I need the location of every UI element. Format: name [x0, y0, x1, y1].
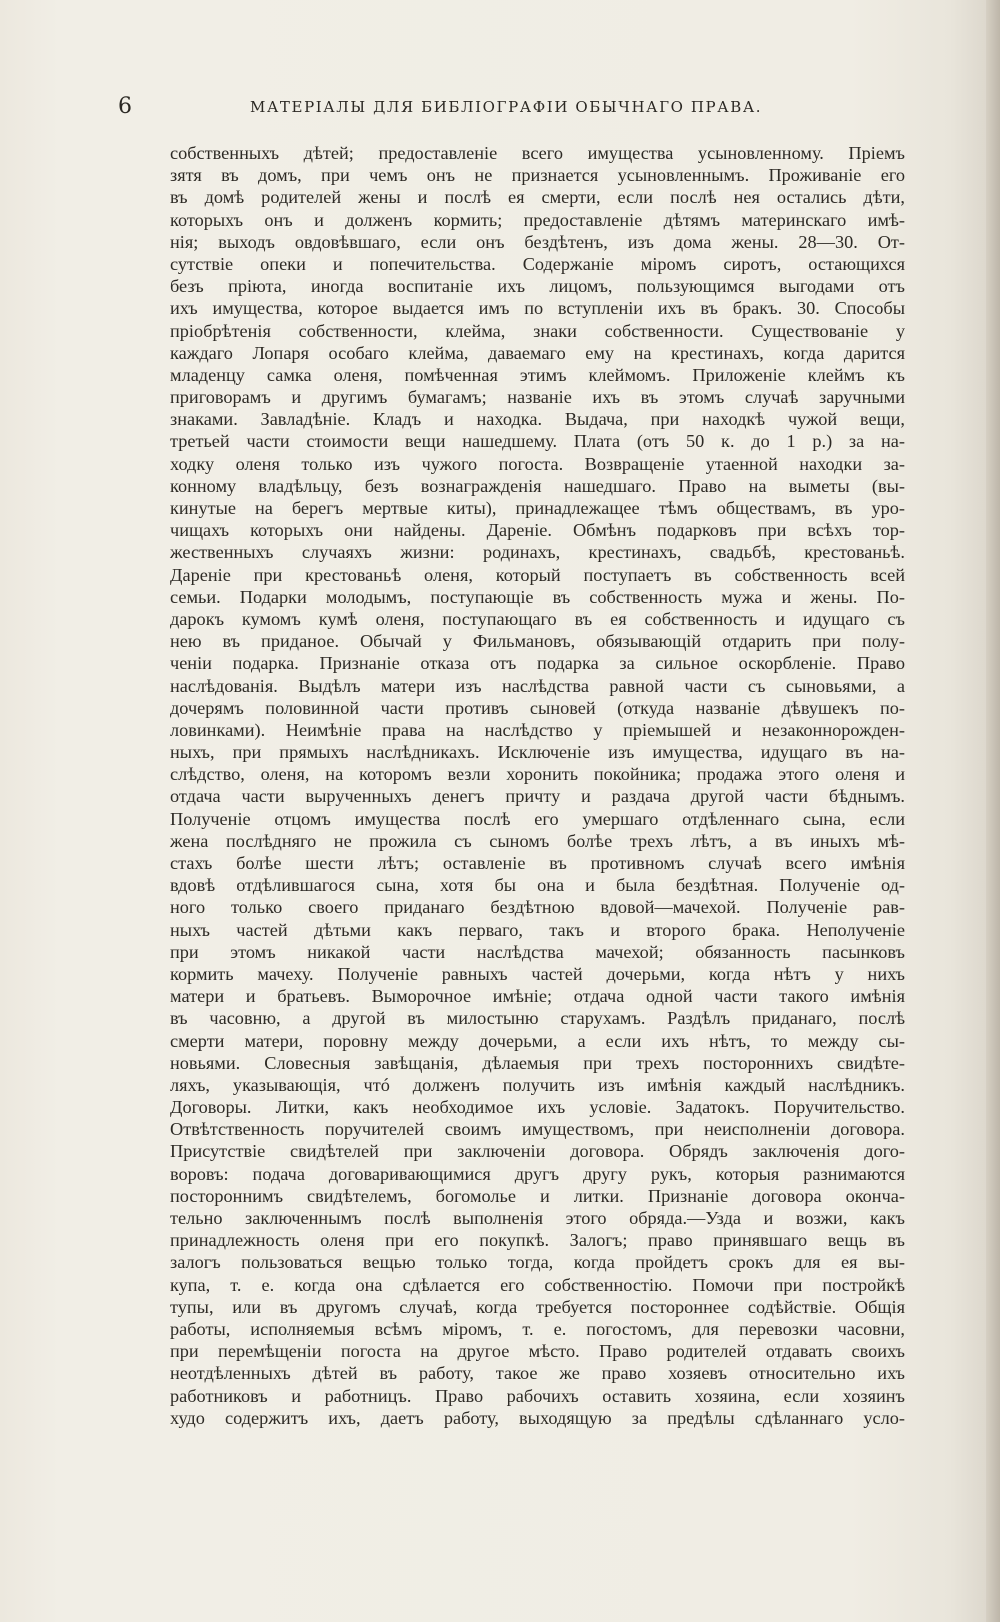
text-line: при этомъ никакой части наслѣдства мачехой; обязанность пасынковъ — [170, 941, 905, 962]
body-text — [170, 142, 905, 1429]
text-line: приговорамъ и другимъ бумагамъ; названіе ихъ въ этомъ случаѣ заручными — [170, 387, 905, 408]
text-line: третьей части стоимости вещи нашедшему. Плата (отъ 50 к. до 1 р.) за на- — [170, 431, 905, 452]
text-line: стахъ болѣе шести лѣтъ; оставленіе въ противномъ случаѣ всего имѣнія — [170, 853, 905, 873]
text-line: ного только своего приданаго бездѣтною вдовой—мачехой. Полученіе рав- — [170, 897, 905, 918]
text-line: конному владѣльцу, безъ вознагражденія нашедшаго. Право на выметы (вы- — [170, 475, 905, 496]
text-line: Дареніе при крестованьѣ оленя, который поступаетъ въ собственность всей — [170, 564, 905, 585]
text-line: Полученіе отцомъ имущества послѣ его умершаго отдѣленнаго сына, если — [170, 808, 905, 829]
text-line: кормить мачеху. Полученіе равныхъ частей дочерьми, когда нѣтъ у нихъ — [170, 963, 905, 984]
text-line: слѣдство, оленя, на которомъ везли хоронить покойника; продажа этого оленя и — [170, 764, 905, 785]
text-line: сутствіе опеки и попечительства. Содержаніе міромъ сиротъ, остающихся — [170, 253, 905, 274]
text-line: принадлежность оленя при его покупкѣ. Залогъ; право принявшаго вещь въ — [170, 1230, 905, 1251]
text-line: жественныхъ случаяхъ жизни: родинахъ, крестинахъ, свадьбѣ, крестованьѣ. — [170, 542, 905, 563]
text-line: зятя въ домъ, при чемъ онъ не признается усыновленнымъ. Проживаніе его — [170, 165, 905, 186]
text-line: Договоры. Литки, какъ необходимое ихъ условіе. Задатокъ. Поручительство. — [170, 1097, 905, 1118]
text-line: Присутствіе свидѣтелей при заключеніи договора. Обрядъ заключенія дого- — [170, 1141, 905, 1162]
text-line: наслѣдованія. Выдѣлъ матери изъ наслѣдства равной части съ сыновьями, а — [170, 675, 905, 696]
text-line: худо содержитъ ихъ, даетъ работу, выходящую за предѣлы сдѣланнаго усло- — [170, 1407, 905, 1428]
text-line: кинутые на берегъ мертвые киты), принадлежащее тѣмъ обществамъ, въ уро- — [170, 498, 905, 518]
text-line: жена послѣдняго не прожила съ сыномъ болѣе трехъ лѣтъ, а въ иныхъ мѣ- — [170, 830, 905, 851]
text-line: нею въ приданое. Обычай у Фильмановъ, обязывающій отдарить при полу- — [170, 631, 905, 652]
text-line: младенцу самка оленя, помѣченная этимъ клеймомъ. Приложеніе клеймъ къ — [170, 364, 905, 385]
text-line: ляхъ, указывающія, чтó долженъ получить изъ имѣнія каждый наслѣдникъ. — [170, 1074, 905, 1095]
page-edge — [986, 0, 1000, 1622]
text-line: ловинками). Неимѣніе права на наслѣдство у пріемышей и незаконнорожден- — [170, 719, 905, 740]
text-line: ходку оленя только изъ чужого погоста. Возвращеніе утаенной находки за- — [170, 453, 905, 474]
text-line: ченіи подарка. Признаніе отказа отъ подарка за сильное оскорбленіе. Право — [170, 653, 905, 674]
text-line: которыхъ онъ и долженъ кормить; предоставленіе дѣтямъ материнскаго имѣ- — [170, 209, 905, 230]
text-line: ныхъ частей дѣтьми какъ перваго, такъ и второго брака. Неполученіе — [170, 919, 905, 940]
text-line: тупы, или въ другомъ случаѣ, когда требуется постороннее содѣйствіе. Общія — [170, 1296, 905, 1317]
text-line: отдача части вырученныхъ денегъ причту и раздача другой части бѣднымъ. — [170, 786, 905, 807]
text-line: пріобрѣтенія собственности, клейма, знаки собственности. Существованіе у — [170, 320, 905, 341]
page-number: 6 — [118, 94, 132, 119]
text-line: постороннимъ свидѣтелемъ, богомолье и литки. Признаніе договора оконча- — [170, 1185, 905, 1206]
text-line: матери и братьевъ. Выморочное имѣніе; отдача одной части такого имѣнія — [170, 986, 905, 1007]
text-line: дочерямъ половинной части противъ сыновей (откуда названіе дѣвушекъ по- — [170, 697, 905, 718]
text-line: смерти матери, поровну между дочерьми, а если ихъ нѣтъ, то между сы- — [170, 1030, 905, 1051]
running-title: МАТЕРІАЛЫ ДЛЯ БИБЛІОГРАФІИ ОБЫЧНАГО ПРАВА. — [250, 98, 763, 116]
text-line: работы, исполняемыя всѣмъ міромъ, т. е. погостомъ, для перевозки часовни, — [170, 1318, 905, 1339]
text-line: каждаго Лопаря особаго клейма, даваемаго ему на крестинахъ, когда дарится — [170, 342, 905, 363]
text-line: купа, т. е. когда она сдѣлается его собственностію. Помочи при постройкѣ — [170, 1274, 905, 1295]
text-line: дарокъ кумомъ кумѣ оленя, поступающаго въ ея собственность и идущаго съ — [170, 608, 905, 629]
text-line: вдовѣ отдѣлившагося сына, хотя бы она и была бездѣтная. Полученіе од- — [170, 875, 905, 896]
text-line: Отвѣтственность поручителей своимъ имуществомъ, при неисполненіи договора. — [170, 1119, 905, 1140]
text-line: тельно заключеннымъ послѣ выполненія этого обряда.—Узда и возжи, какъ — [170, 1208, 905, 1228]
text-line: ныхъ, при прямыхъ наслѣдникахъ. Исключеніе изъ имущества, идущаго въ на- — [170, 742, 905, 763]
text-line: семьи. Подарки молодымъ, поступающіе въ собственность мужа и жены. По- — [170, 586, 905, 607]
text-line: нія; выходъ овдовѣвшаго, если онъ бездѣтенъ, изъ дома жены. 28—30. От- — [170, 231, 905, 252]
text-line: безъ пріюта, иногда воспитаніе ихъ лицомъ, пользующимся выгодами отъ — [170, 276, 905, 297]
text-line: новьями. Словесныя завѣщанія, дѣлаемыя при трехъ постороннихъ свидѣте- — [170, 1052, 905, 1073]
text-line: въ часовню, а другой въ милостыню старухамъ. Раздѣлъ приданаго, послѣ — [170, 1008, 905, 1029]
text-line: неотдѣленныхъ дѣтей въ работу, такое же право хозяевъ относительно ихъ — [170, 1363, 905, 1384]
text-line: въ домѣ родителей жены и послѣ ея смерти, если послѣ нея остались дѣти, — [170, 187, 905, 208]
text-line: при перемѣщеніи погоста на другое мѣсто. Право родителей отдавать своихъ — [170, 1341, 905, 1362]
text-line: ихъ имущества, которое выдается имъ по вступленіи ихъ въ бракъ. 30. Способы — [170, 298, 905, 319]
page-header — [118, 94, 913, 124]
text-line: работниковъ и работницъ. Право рабочихъ оставить хозяина, если хозяинъ — [170, 1385, 905, 1406]
text-line: воровъ: подача договаривающимися другъ другу рукъ, которыя разнимаются — [170, 1163, 905, 1184]
text-line: чищахъ которыхъ они найдены. Дареніе. Обмѣнъ подарковъ при всѣхъ тор- — [170, 520, 905, 541]
text-line: залогъ пользоваться вещью только тогда, когда пройдетъ срокъ для ея вы- — [170, 1252, 905, 1273]
text-line: знаками. Завладѣніе. Кладъ и находка. Выдача, при находкѣ чужой вещи, — [170, 409, 905, 430]
text-line: собственныхъ дѣтей; предоставленіе всего имущества усыновленному. Пріемъ — [170, 143, 905, 163]
